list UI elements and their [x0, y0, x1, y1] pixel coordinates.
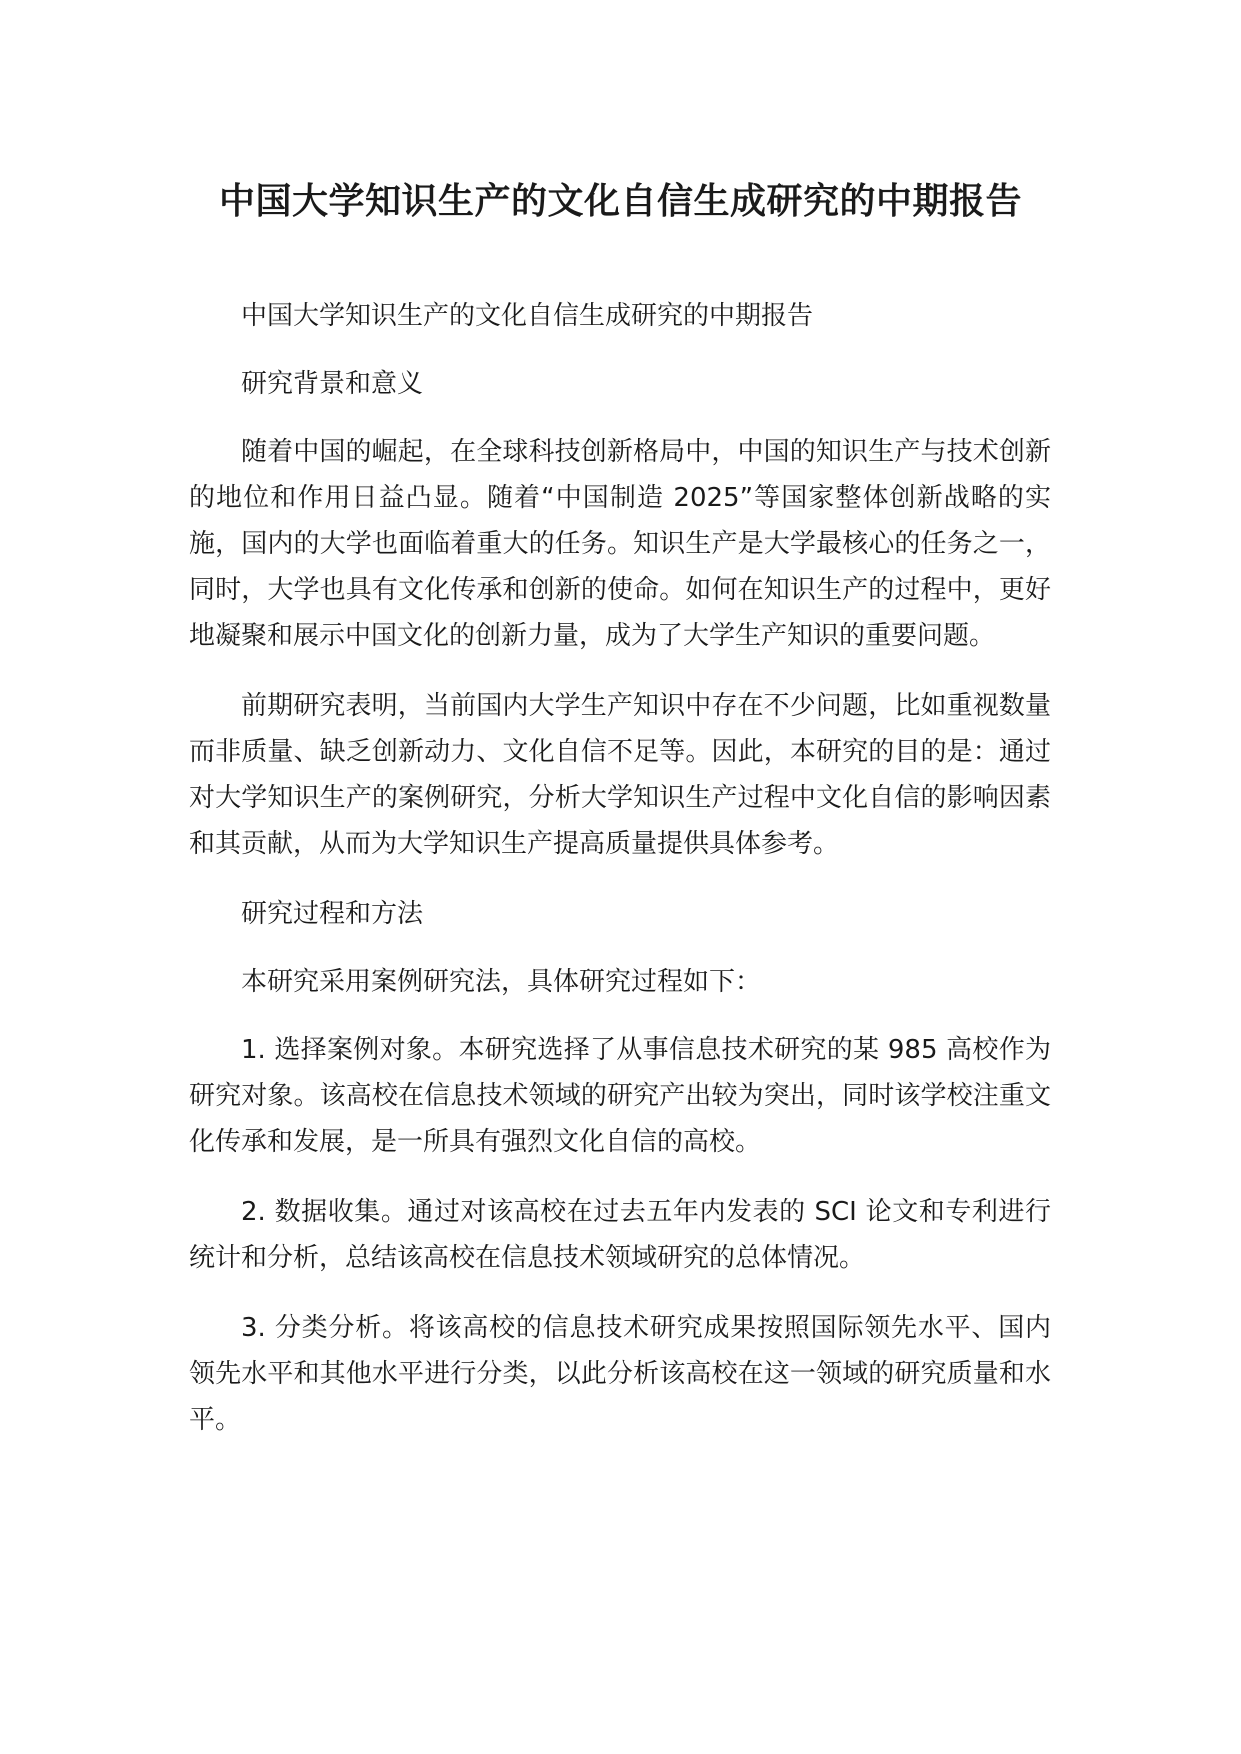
section-heading-method: 研究过程和方法	[241, 899, 424, 929]
document-body	[189, 293, 1051, 1467]
paragraph-prior-research: 前期研究表明，当前国内大学生产知识中存在不少问题，比如重视数量而非质量、缺乏创新动力、文化自信不足等。因此，本研究的目的是：通过对大学知识生产的案例研究，分析大学知识生产过程中文化自信的影响因素和其贡献，从而为大学知识生产提高质量提供具体参考。	[189, 691, 1051, 859]
paragraph-method-intro: 本研究采用案例研究法，具体研究过程如下：	[241, 967, 762, 997]
paragraph-background: 随着中国的崛起，在全球科技创新格局中，中国的知识生产与技术创新的地位和作用日益凸显。随着“中国制造 2025”等国家整体创新战略的实施，国内的大学也面临着重大的任务。知识生产是大学最核心的任务之一，同时，大学也具有文化传承和创新的使命。如何在知识生产的过程中，更好地凝聚和展示中国文化的创新力量，成为了大学生产知识的重要问题。	[189, 437, 1051, 651]
list-item-data-collection: 2. 数据收集。通过对该高校在过去五年内发表的 SCI 论文和专利进行统计和分析，总结该高校在信息技术领域研究的总体情况。	[189, 1197, 1051, 1273]
report-subtitle: 中国大学知识生产的文化自信生成研究的中期报告	[241, 301, 814, 331]
list-item-case-selection: 1. 选择案例对象。本研究选择了从事信息技术研究的某 985 高校作为研究对象。该高校在信息技术领域的研究产出较为突出，同时该学校注重文化传承和发展，是一所具有强烈文化自信的高校。	[189, 1035, 1051, 1157]
section-heading-background: 研究背景和意义	[241, 369, 424, 399]
document-title: 中国大学知识生产的文化自信生成研究的中期报告	[218, 181, 1022, 222]
list-item-classification: 3. 分类分析。将该高校的信息技术研究成果按照国际领先水平、国内领先水平和其他水平进行分类，以此分析该高校在这一领域的研究质量和水平。	[189, 1313, 1051, 1435]
